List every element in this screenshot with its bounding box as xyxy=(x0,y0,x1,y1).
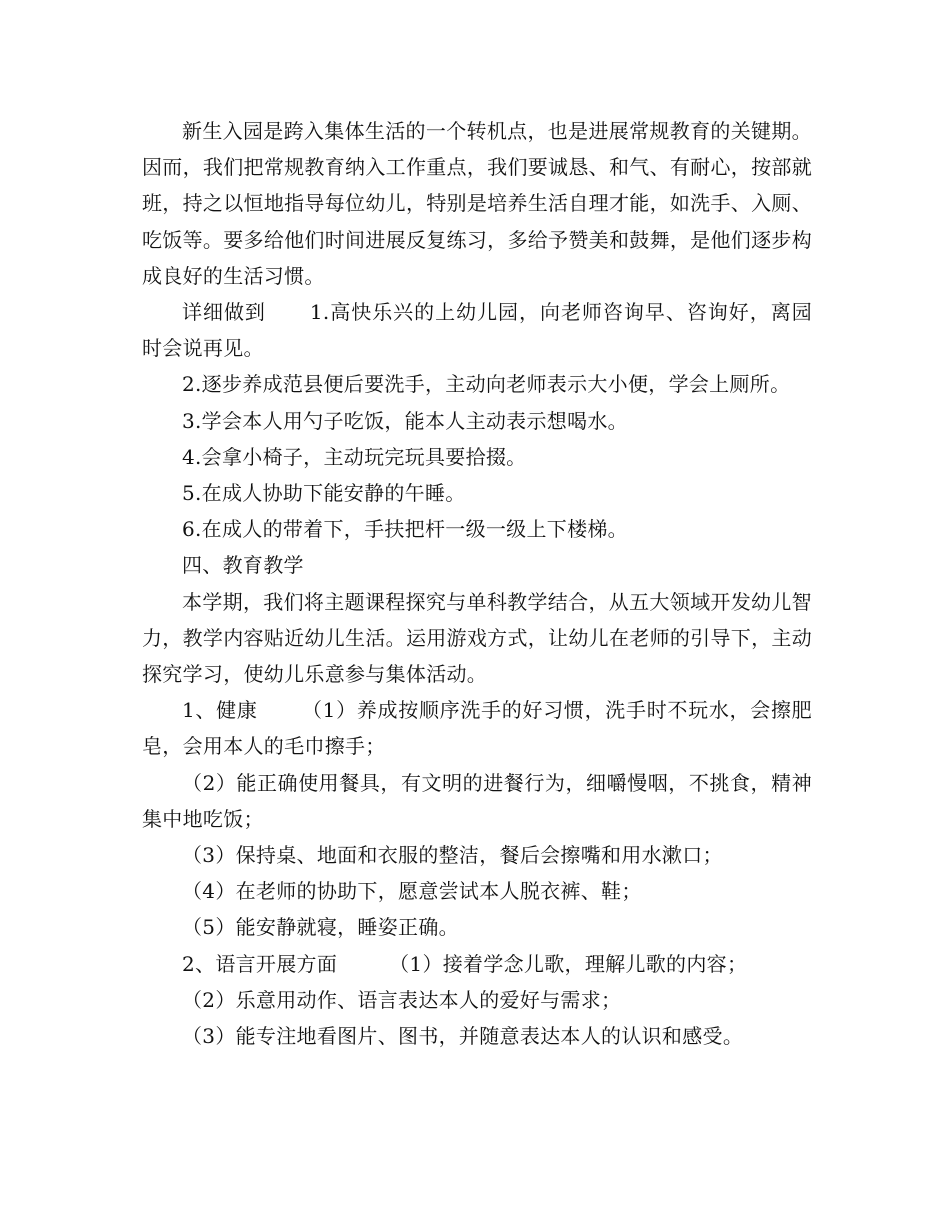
paragraph-language-1 xyxy=(142,946,812,982)
paragraph-requirements-6: 6.在成人的带着下，手扶把杆一级一级上下楼梯。 xyxy=(182,517,628,542)
language-label: 2、语言开展方面 xyxy=(182,951,338,976)
paragraph-requirements-4: 4.会拿小椅子，主动玩完玩具要拾掇。 xyxy=(182,444,527,469)
paragraph-health-3: （3）保持桌、地面和衣服的整洁，餐后会擦嘴和用水漱口； xyxy=(182,843,723,868)
language-item-1: （1）接着学念儿歌，理解儿歌的内容； xyxy=(389,951,748,976)
health-item-1: （1）养成按顺序洗手的好习惯，洗手时不玩水，会擦肥皂，会用本人的毛巾擦手； xyxy=(142,698,812,759)
paragraph-requirements-5: 5.在成人协助下能安静的午睡。 xyxy=(182,481,466,506)
paragraph-requirements-3: 3.学会本人用勺子吃饭，能本人主动表示想喝水。 xyxy=(182,408,628,433)
section-heading-education: 四、教育教学 xyxy=(182,553,304,578)
paragraph-intro: 新生入园是跨入集体生活的一个转机点，也是进展常规教育的关键期。因而，我们把常规教育纳入工作重点，我们要诚恳、和气、有耐心，按部就班，持之以恒地指导每位幼儿，特别是培养生活自理才能，如洗手、入厕、吃饭等。要多给他们时间进展反复练习，多给予赞美和鼓舞，是他们逐步构成良好的生活习惯。 xyxy=(142,119,812,288)
paragraph-requirements-2: 2.逐步养成范县便后要洗手，主动向老师表示大小便，学会上厕所。 xyxy=(182,372,791,397)
requirements-item-1: 1.高快乐兴的上幼儿园，向老师咨询早、咨询好，离园时会说再见。 xyxy=(142,300,812,361)
requirements-label: 详细做到 xyxy=(182,300,266,325)
health-label: 1、健康 xyxy=(182,698,258,723)
paragraph-requirements-1 xyxy=(142,294,812,366)
paragraph-education-intro: 本学期，我们将主题课程探究与单科教学结合，从五大领域开发幼儿智力，教学内容贴近幼儿生活。运用游戏方式，让幼儿在老师的引导下，主动探究学习，使幼儿乐意参与集体活动。 xyxy=(142,589,812,687)
paragraph-health-2: （2）能正确使用餐具，有文明的进餐行为，细嚼慢咽，不挑食，精神集中地吃饭； xyxy=(142,770,812,831)
paragraph-language-3: （3）能专注地看图片、图书，并随意表达本人的认识和感受。 xyxy=(182,1024,744,1049)
paragraph-language-2: （2）乐意用动作、语言表达本人的爱好与需求； xyxy=(182,987,622,1012)
paragraph-health-1 xyxy=(142,692,812,764)
paragraph-health-4: （4）在老师的协助下，愿意尝试本人脱衣裤、鞋； xyxy=(182,879,642,904)
document-body xyxy=(142,113,812,1054)
paragraph-health-5: （5）能安静就寝，睡姿正确。 xyxy=(182,915,459,940)
